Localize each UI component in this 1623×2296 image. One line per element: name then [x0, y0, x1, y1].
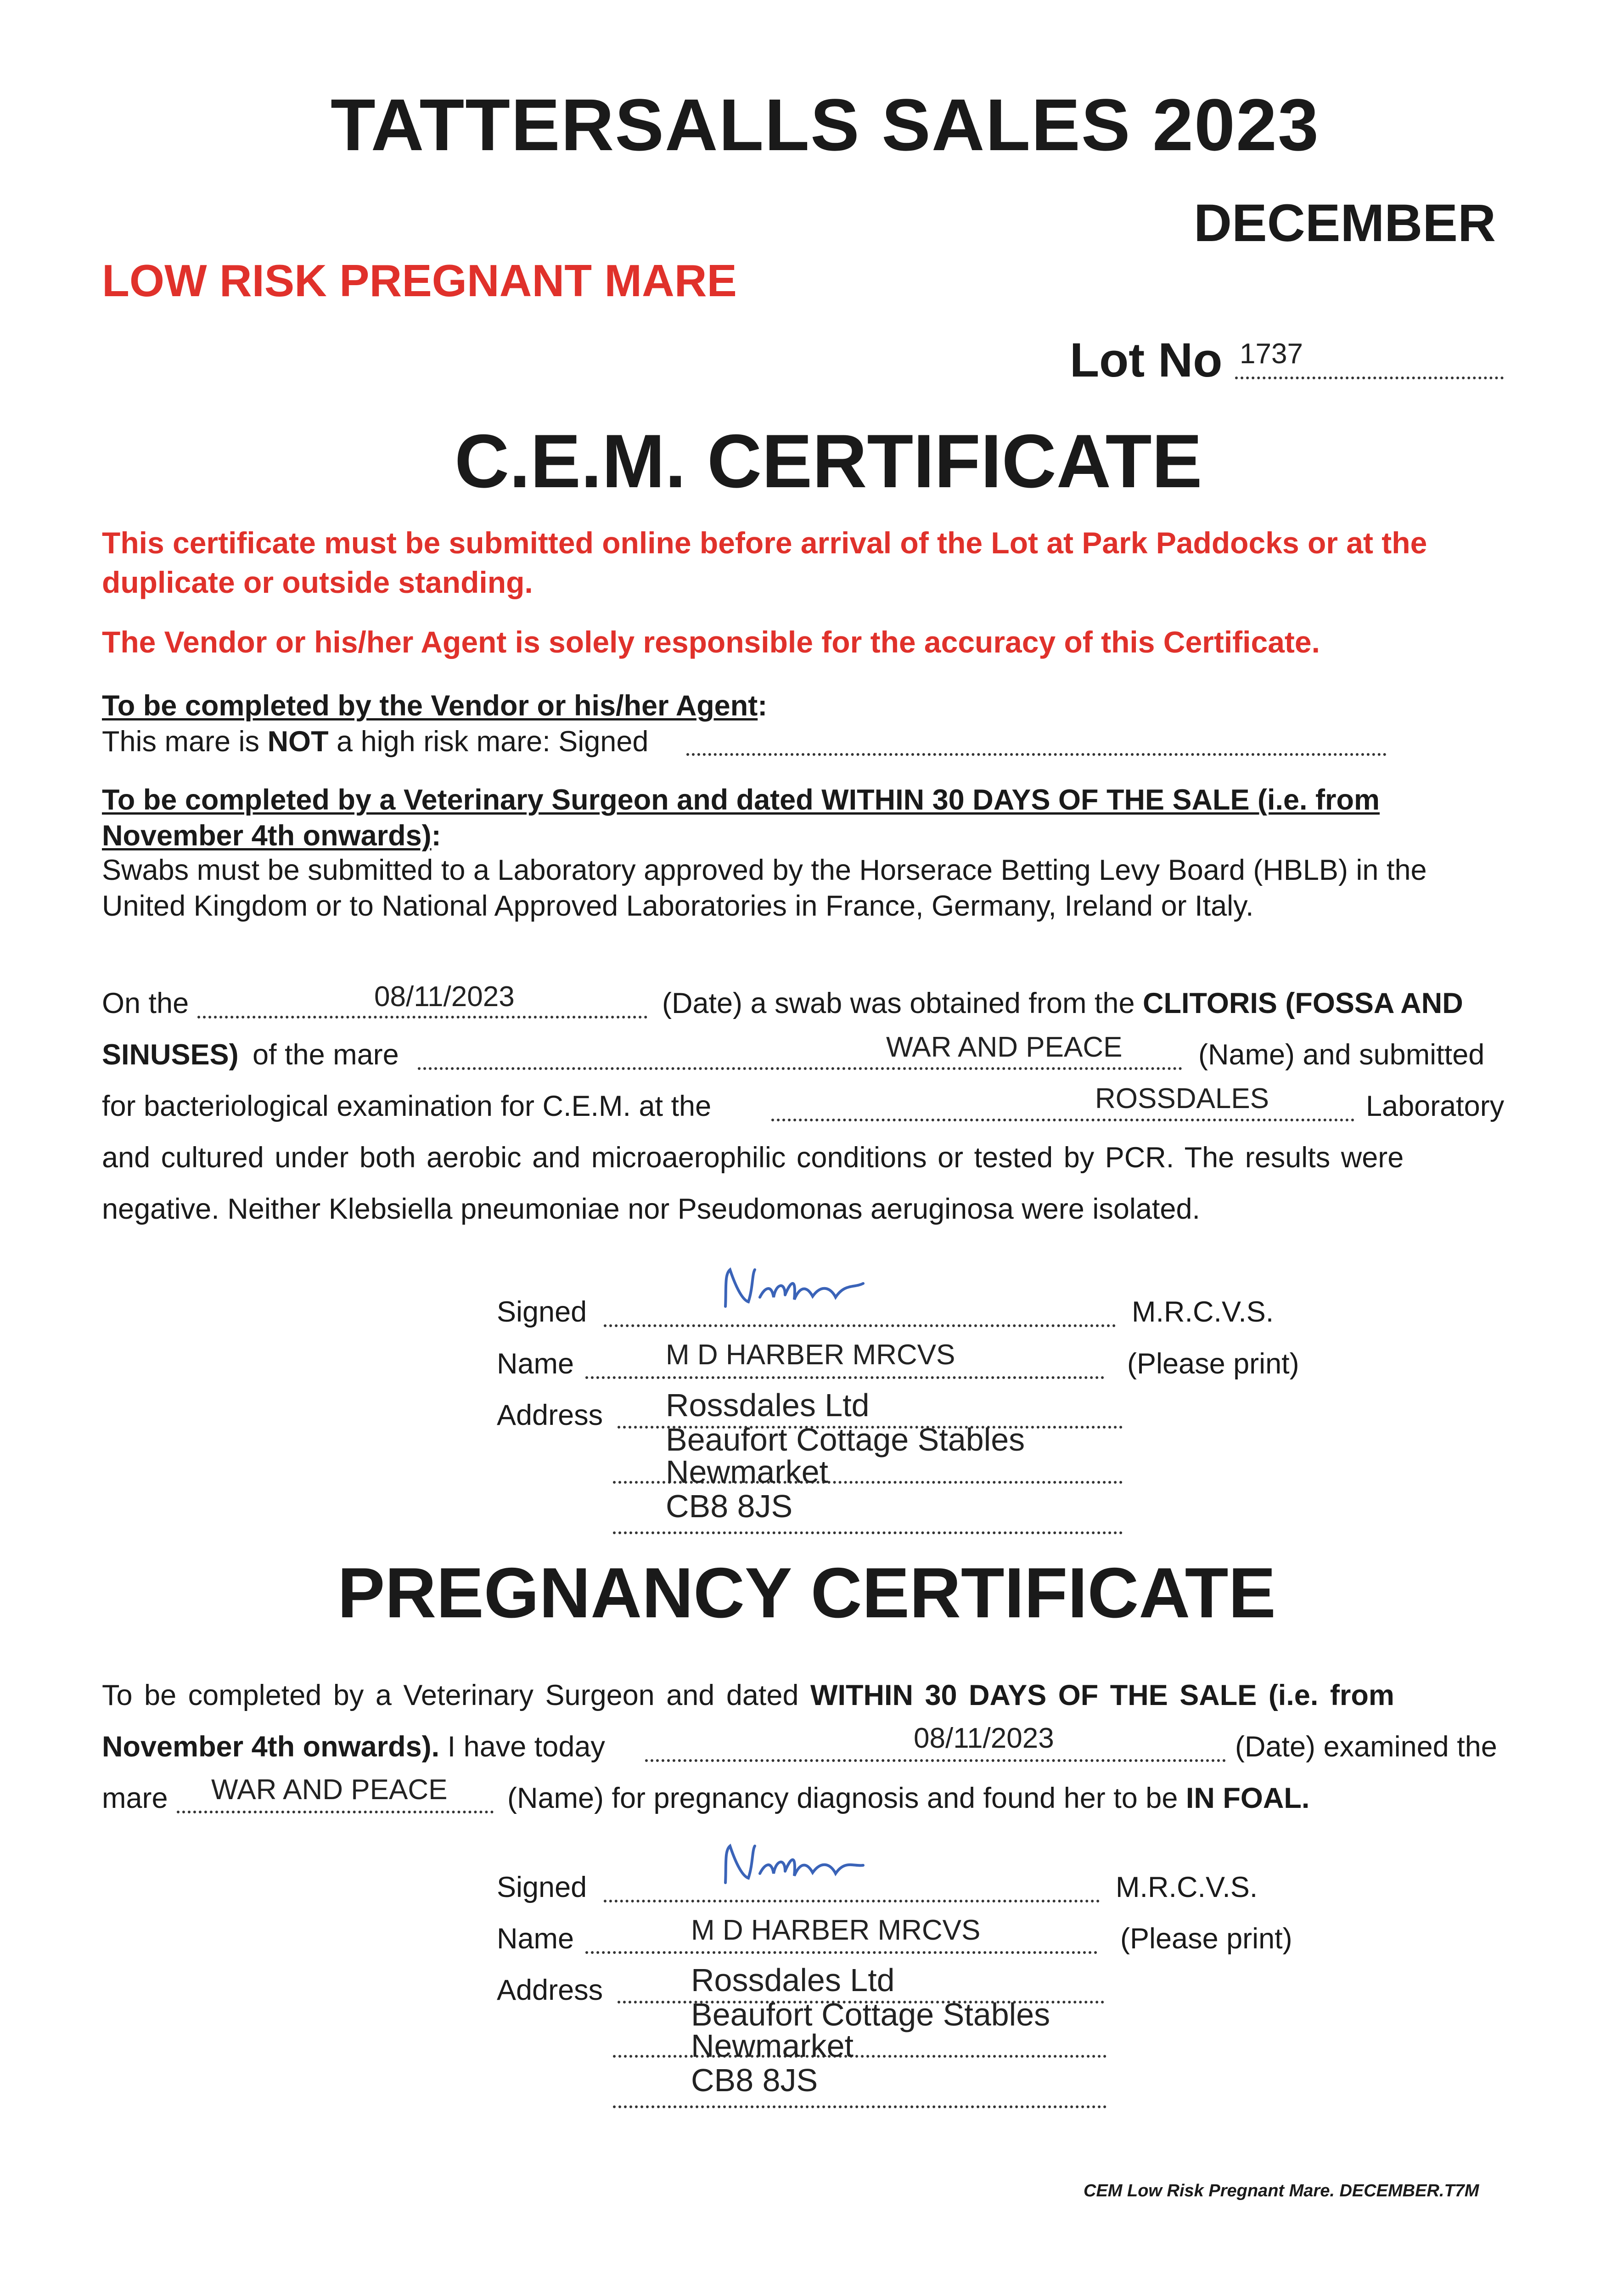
on-the-label: On the: [102, 987, 189, 1019]
cem-address-label: Address: [497, 1399, 603, 1431]
responsibility-notice: The Vendor or his/her Agent is solely responsible for the accuracy of this Certificate.: [102, 625, 1320, 659]
preg-address-line3: Newmarket: [691, 2028, 854, 2064]
pregnancy-line2: November 4th onwards). I have today: [102, 1731, 605, 1763]
submission-notice: This certificate must be submitted online before arrival of the Lot at Park Paddocks or at the duplicate or outside standing.: [102, 526, 1427, 599]
vendor-signature-line: [686, 753, 1387, 756]
cem-vet-name-line: [585, 1376, 1104, 1379]
vet-heading-line2: November 4th onwards):: [102, 820, 441, 852]
swab-date-suffix: (Date) a swab was obtained from the CLITORIS (FOSSA AND: [662, 987, 1463, 1019]
vet-heading-line1: To be completed by a Veterinary Surgeon and dated WITHIN 30 DAYS OF THE SALE (i.e. from: [102, 784, 1380, 816]
preg-address-label: Address: [497, 1974, 603, 2006]
cem-mare-name: WAR AND PEACE: [886, 1031, 1123, 1063]
pregnancy-date-line: [645, 1759, 1226, 1762]
preg-vet-name-line: [585, 1951, 1097, 1954]
preg-signature-line: [604, 1900, 1100, 1902]
pregnancy-line3: (Name) for pregnancy diagnosis and found her to be IN FOAL.: [507, 1782, 1310, 1814]
preg-signed-label: Signed: [497, 1871, 587, 1903]
preg-address-line4: CB8 8JS: [691, 2062, 818, 2098]
vendor-heading: To be completed by the Vendor or his/her Agent:: [102, 690, 768, 722]
cem-name-label: Name: [497, 1348, 574, 1380]
vendor-declaration: This mare is NOT a high risk mare: Signed: [102, 726, 649, 758]
swab-rule-line2: United Kingdom or to National Approved Laboratories in France, Germany, Ireland or Italy.: [102, 890, 1254, 922]
negative-statement: negative. Neither Klebsiella pneumoniae nor Pseudomonas aeruginosa were isolated.: [102, 1193, 1201, 1225]
preg-name-label: Name: [497, 1923, 574, 1955]
lot-label: Lot No: [1070, 333, 1223, 387]
cem-vet-name: M D HARBER MRCVS: [666, 1339, 955, 1371]
preg-address-line1: Rossdales Ltd: [691, 1962, 895, 1998]
of-the-mare-label: of the mare: [253, 1039, 399, 1071]
swab-date-line: [197, 1016, 647, 1019]
sale-month: DECEMBER: [1194, 194, 1496, 253]
preg-address-dots2: [613, 2055, 1106, 2058]
lot-number: 1737: [1240, 338, 1303, 370]
swab-rule-line1: Swabs must be submitted to a Laboratory approved by the Horserace Betting Levy Board (HBLB) in the: [102, 854, 1427, 886]
preg-vet-name: M D HARBER MRCVS: [691, 1914, 981, 1946]
pregnancy-title: PREGNANCY CERTIFICATE: [337, 1553, 1276, 1632]
preg-vet-signature: [716, 1832, 872, 1896]
cem-signed-label: Signed: [497, 1296, 587, 1328]
pregnancy-mare-label: mare: [102, 1782, 168, 1814]
cem-please-print: (Please print): [1127, 1348, 1299, 1380]
culture-statement: and cultured under both aerobic and microaerophilic conditions or tested by PCR. The results were: [102, 1142, 1404, 1174]
form-reference: CEM Low Risk Pregnant Mare. DECEMBER.T7M: [1084, 2181, 1479, 2200]
sinuses-label: SINUSES): [102, 1039, 239, 1071]
preg-mrcvs-label: M.R.C.V.S.: [1116, 1871, 1258, 1903]
cem-address-line2: Beaufort Cottage Stables: [666, 1422, 1025, 1458]
mare-category: LOW RISK PREGNANT MARE: [102, 255, 737, 306]
sale-title: TATTERSALLS SALES 2023: [331, 84, 1320, 166]
cem-mare-name-line: [418, 1067, 1182, 1070]
pregnancy-mare-name: WAR AND PEACE: [211, 1774, 448, 1806]
cem-address-line4: CB8 8JS: [666, 1488, 793, 1524]
cem-address-line1: Rossdales Ltd: [666, 1387, 870, 1423]
name-and-submitted: (Name) and submitted: [1198, 1039, 1485, 1071]
preg-please-print: (Please print): [1120, 1923, 1292, 1955]
pregnancy-date-suffix: (Date) examined the: [1235, 1731, 1497, 1763]
exam-for-label: for bacteriological examination for C.E.M. at the: [102, 1090, 712, 1122]
lab-name: ROSSDALES: [1095, 1083, 1269, 1114]
cem-vet-signature: [716, 1256, 872, 1320]
cem-address-dots3: [613, 1531, 1123, 1534]
preg-address-dots3: [613, 2105, 1106, 2108]
cem-signature-line: [604, 1324, 1116, 1327]
preg-address-line2: Beaufort Cottage Stables: [691, 1997, 1050, 2032]
cem-mrcvs-label: M.R.C.V.S.: [1132, 1296, 1274, 1328]
pregnancy-line1: To be completed by a Veterinary Surgeon and dated WITHIN 30 DAYS OF THE SALE (i.e. from: [102, 1679, 1394, 1711]
cem-title: C.E.M. CERTIFICATE: [455, 419, 1202, 503]
cem-address-line3: Newmarket: [666, 1454, 828, 1490]
laboratory-label: Laboratory: [1366, 1090, 1505, 1122]
pregnancy-mare-name-line: [177, 1811, 494, 1813]
pregnancy-date: 08/11/2023: [914, 1722, 1054, 1754]
swab-date: 08/11/2023: [374, 981, 515, 1013]
lot-number-dotted-line: [1235, 377, 1504, 379]
lab-name-line: [771, 1119, 1354, 1121]
